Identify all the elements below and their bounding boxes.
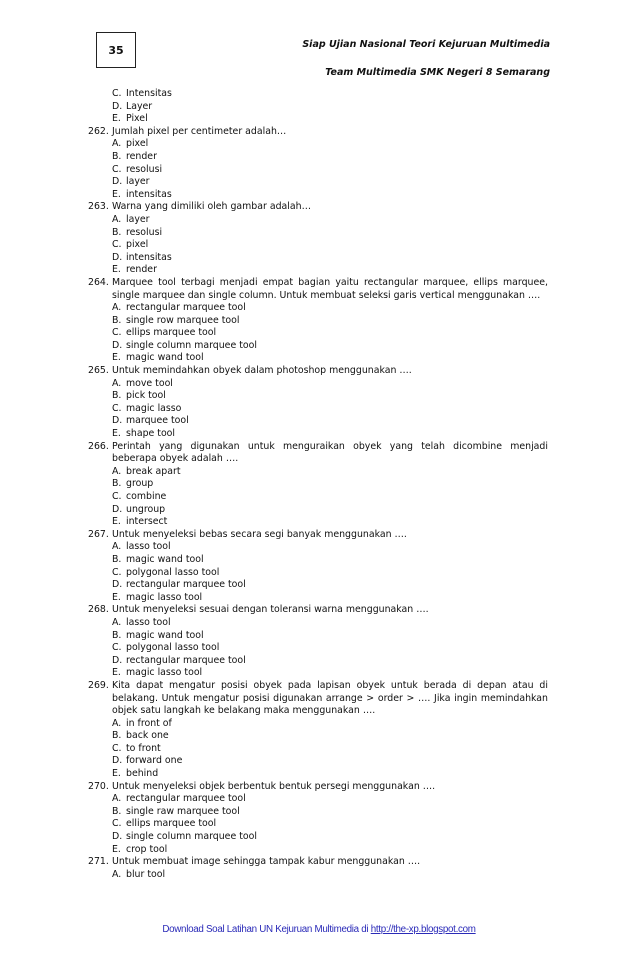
option-letter: E. [112, 352, 121, 364]
answer-option [88, 869, 548, 882]
question-list [88, 88, 548, 881]
option-text: ellips marquee tool [126, 327, 217, 339]
option-letter: A. [112, 868, 122, 880]
question [88, 126, 548, 139]
answer-option [88, 541, 548, 554]
option-text: group [126, 478, 154, 490]
option-letter: B. [112, 805, 122, 817]
option-letter: A. [112, 302, 122, 314]
answer-option [88, 403, 548, 416]
option-text: single column marquee tool [126, 339, 257, 351]
question-text: Marquee tool terbagi menjadi empat bagian yaitu rectangular marquee, ellips marquee, single marquee dan single column. Untuk membuat seleksi garis vertical menggunakan …. [112, 276, 548, 301]
option-text: lasso tool [126, 616, 171, 628]
option-text: ungroup [126, 503, 166, 515]
answer-option [88, 793, 548, 806]
option-text: single raw marquee tool [126, 805, 240, 817]
option-letter: D. [112, 654, 123, 666]
option-text: crop tool [126, 843, 168, 855]
answer-option [88, 252, 548, 265]
option-letter: C. [112, 642, 122, 654]
option-text: magic wand tool [126, 352, 204, 364]
question-text: Untuk menyeleksi sesuai dengan toleransi warna menggunakan …. [112, 604, 429, 616]
question [88, 529, 548, 542]
answer-option [88, 390, 548, 403]
answer-option [88, 478, 548, 491]
question [88, 277, 548, 302]
option-letter: A. [112, 138, 122, 150]
option-letter: A. [112, 616, 122, 628]
answer-option [88, 340, 548, 353]
answer-option [88, 227, 548, 240]
option-text: layer [126, 176, 150, 188]
question-number: 266. [88, 440, 109, 452]
question-number: 263. [88, 201, 109, 213]
option-text: rectangular marquee tool [126, 302, 246, 314]
answer-option [88, 88, 548, 101]
answer-option [88, 516, 548, 529]
option-text: render [126, 150, 157, 162]
answer-option [88, 315, 548, 328]
answer-option [88, 554, 548, 567]
option-text: break apart [126, 465, 181, 477]
option-letter: C. [112, 742, 122, 754]
option-letter: D. [112, 100, 123, 112]
option-letter: C. [112, 88, 122, 99]
option-letter: D. [112, 579, 123, 591]
answer-option [88, 428, 548, 441]
option-text: intersect [126, 516, 168, 528]
question [88, 604, 548, 617]
option-text: combine [126, 491, 167, 502]
question [88, 201, 548, 214]
question-text: Untuk membuat image sehingga tampak kabur menggunakan …. [112, 856, 421, 868]
question-number: 268. [88, 604, 109, 616]
option-text: forward one [126, 755, 183, 767]
option-text: single row marquee tool [126, 314, 240, 326]
option-text: move tool [126, 377, 173, 389]
question-text: Untuk menyeleksi objek berbentuk bentuk persegi menggunakan …. [112, 780, 436, 792]
question [88, 856, 548, 869]
question-number: 271. [88, 856, 109, 868]
question-number: 267. [88, 528, 109, 540]
option-letter: A. [112, 541, 122, 553]
answer-option [88, 151, 548, 164]
answer-option [88, 642, 548, 655]
option-text: magic wand tool [126, 553, 204, 565]
option-letter: C. [112, 491, 122, 502]
option-letter: B. [112, 553, 122, 565]
question [88, 781, 548, 794]
question-text: Perintah yang digunakan untuk menguraikan obyek yang telah dicombine menjadi beberapa obyek adalah …. [112, 440, 548, 465]
answer-option [88, 189, 548, 202]
option-letter: C. [112, 566, 122, 578]
answer-option [88, 655, 548, 668]
option-text: to front [126, 742, 161, 754]
option-text: shape tool [126, 428, 176, 440]
answer-option [88, 617, 548, 630]
option-text: pixel [126, 138, 149, 150]
option-text: magic lasso tool [126, 591, 203, 603]
option-letter: B. [112, 150, 122, 162]
option-letter: E. [112, 113, 121, 125]
option-text: in front of [126, 717, 172, 729]
question-text: Untuk menyeleksi bebas secara segi banyak menggunakan …. [112, 528, 407, 540]
question-number: 270. [88, 780, 109, 792]
answer-option [88, 730, 548, 743]
footer-text: Download Soal Latihan UN Kejuruan Multimedia di [162, 924, 371, 935]
option-letter: D. [112, 251, 123, 263]
option-letter: D. [112, 831, 123, 843]
option-letter: E. [112, 264, 121, 276]
option-letter: A. [112, 377, 122, 389]
option-text: Pixel [126, 113, 148, 125]
answer-option [88, 768, 548, 781]
option-letter: B. [112, 730, 122, 742]
answer-option [88, 579, 548, 592]
option-letter: A. [112, 717, 122, 729]
answer-option [88, 164, 548, 177]
answer-option [88, 844, 548, 857]
question [88, 441, 548, 466]
answer-option [88, 718, 548, 731]
footer-link[interactable]: http://the-xp.blogspot.com [370, 924, 476, 935]
question-text: Kita dapat mengatur posisi obyek pada lapisan obyek untuk berada di depan atau di belakang. Untuk mengatur posisi digunakan arrange > order > …. Jika ingin memindahkan objek satu langkah ke belakang maka menggunakan …. [112, 679, 548, 717]
option-text: polygonal lasso tool [126, 566, 220, 578]
option-text: render [126, 264, 157, 276]
option-letter: A. [112, 213, 122, 225]
answer-option [88, 302, 548, 315]
answer-option [88, 113, 548, 126]
question-text: Jumlah pixel per centimeter adalah… [112, 125, 287, 137]
answer-option [88, 818, 548, 831]
option-letter: B. [112, 226, 122, 238]
answer-option [88, 466, 548, 479]
answer-option [88, 415, 548, 428]
answer-option [88, 592, 548, 605]
option-letter: D. [112, 503, 123, 515]
answer-option [88, 831, 548, 844]
answer-option [88, 101, 548, 114]
option-letter: E. [112, 188, 121, 200]
option-text: rectangular marquee tool [126, 654, 246, 666]
answer-option [88, 743, 548, 756]
option-text: resolusi [126, 226, 163, 238]
option-text: behind [126, 768, 159, 780]
option-text: blur tool [126, 868, 166, 880]
option-text: back one [126, 730, 169, 742]
page-number-text: 35 [108, 43, 124, 57]
question-number: 264. [88, 276, 109, 288]
option-text: polygonal lasso tool [126, 642, 220, 654]
answer-option [88, 327, 548, 340]
question-text: Untuk memindahkan obyek dalam photoshop menggunakan …. [112, 365, 412, 377]
option-text: single column marquee tool [126, 831, 257, 843]
option-text: pixel [126, 239, 149, 251]
answer-option [88, 667, 548, 680]
answer-option [88, 378, 548, 391]
answer-option [88, 567, 548, 580]
option-text: intensitas [126, 251, 172, 263]
option-letter: E. [112, 516, 121, 528]
option-text: ellips marquee tool [126, 818, 217, 830]
option-text: magic lasso tool [126, 667, 203, 679]
option-letter: C. [112, 402, 122, 414]
option-letter: E. [112, 667, 121, 679]
option-text: layer [126, 213, 150, 225]
answer-option [88, 239, 548, 252]
answer-option [88, 491, 548, 504]
question [88, 680, 548, 718]
option-letter: C. [112, 163, 122, 175]
option-text: magic lasso [126, 402, 182, 414]
option-letter: E. [112, 591, 121, 603]
option-text: rectangular marquee tool [126, 793, 246, 805]
option-letter: D. [112, 415, 123, 427]
answer-option [88, 806, 548, 819]
option-text: Intensitas [126, 88, 172, 99]
option-letter: E. [112, 768, 121, 780]
option-text: marquee tool [126, 415, 189, 427]
option-letter: B. [112, 314, 122, 326]
answer-option [88, 138, 548, 151]
footer [0, 924, 638, 935]
option-letter: E. [112, 843, 121, 855]
answer-option [88, 176, 548, 189]
option-letter: B. [112, 478, 122, 490]
option-text: rectangular marquee tool [126, 579, 246, 591]
page-number [96, 32, 136, 68]
answer-option [88, 630, 548, 643]
question-number: 265. [88, 365, 109, 377]
option-text: magic wand tool [126, 629, 204, 641]
answer-option [88, 214, 548, 227]
option-text: intensitas [126, 188, 172, 200]
answer-option [88, 755, 548, 768]
answer-option [88, 352, 548, 365]
question-number: 262. [88, 125, 109, 137]
answer-option [88, 264, 548, 277]
option-letter: B. [112, 629, 122, 641]
option-text: pick tool [126, 390, 166, 402]
option-letter: D. [112, 755, 123, 767]
option-letter: E. [112, 428, 121, 440]
option-letter: A. [112, 465, 122, 477]
option-letter: C. [112, 327, 122, 339]
option-letter: A. [112, 793, 122, 805]
answer-option [88, 504, 548, 517]
header-team: Team Multimedia SMK Negeri 8 Semarang [325, 67, 550, 78]
question [88, 365, 548, 378]
option-letter: D. [112, 339, 123, 351]
option-letter: C. [112, 239, 122, 251]
option-letter: B. [112, 390, 122, 402]
question-text: Warna yang dimiliki oleh gambar adalah… [112, 201, 311, 213]
header-title: Siap Ujian Nasional Teori Kejuruan Multimedia [302, 39, 550, 50]
option-text: resolusi [126, 163, 163, 175]
question-number: 269. [88, 679, 109, 691]
option-text: Layer [126, 100, 153, 112]
option-letter: C. [112, 818, 122, 830]
option-text: lasso tool [126, 541, 171, 553]
option-letter: D. [112, 176, 123, 188]
